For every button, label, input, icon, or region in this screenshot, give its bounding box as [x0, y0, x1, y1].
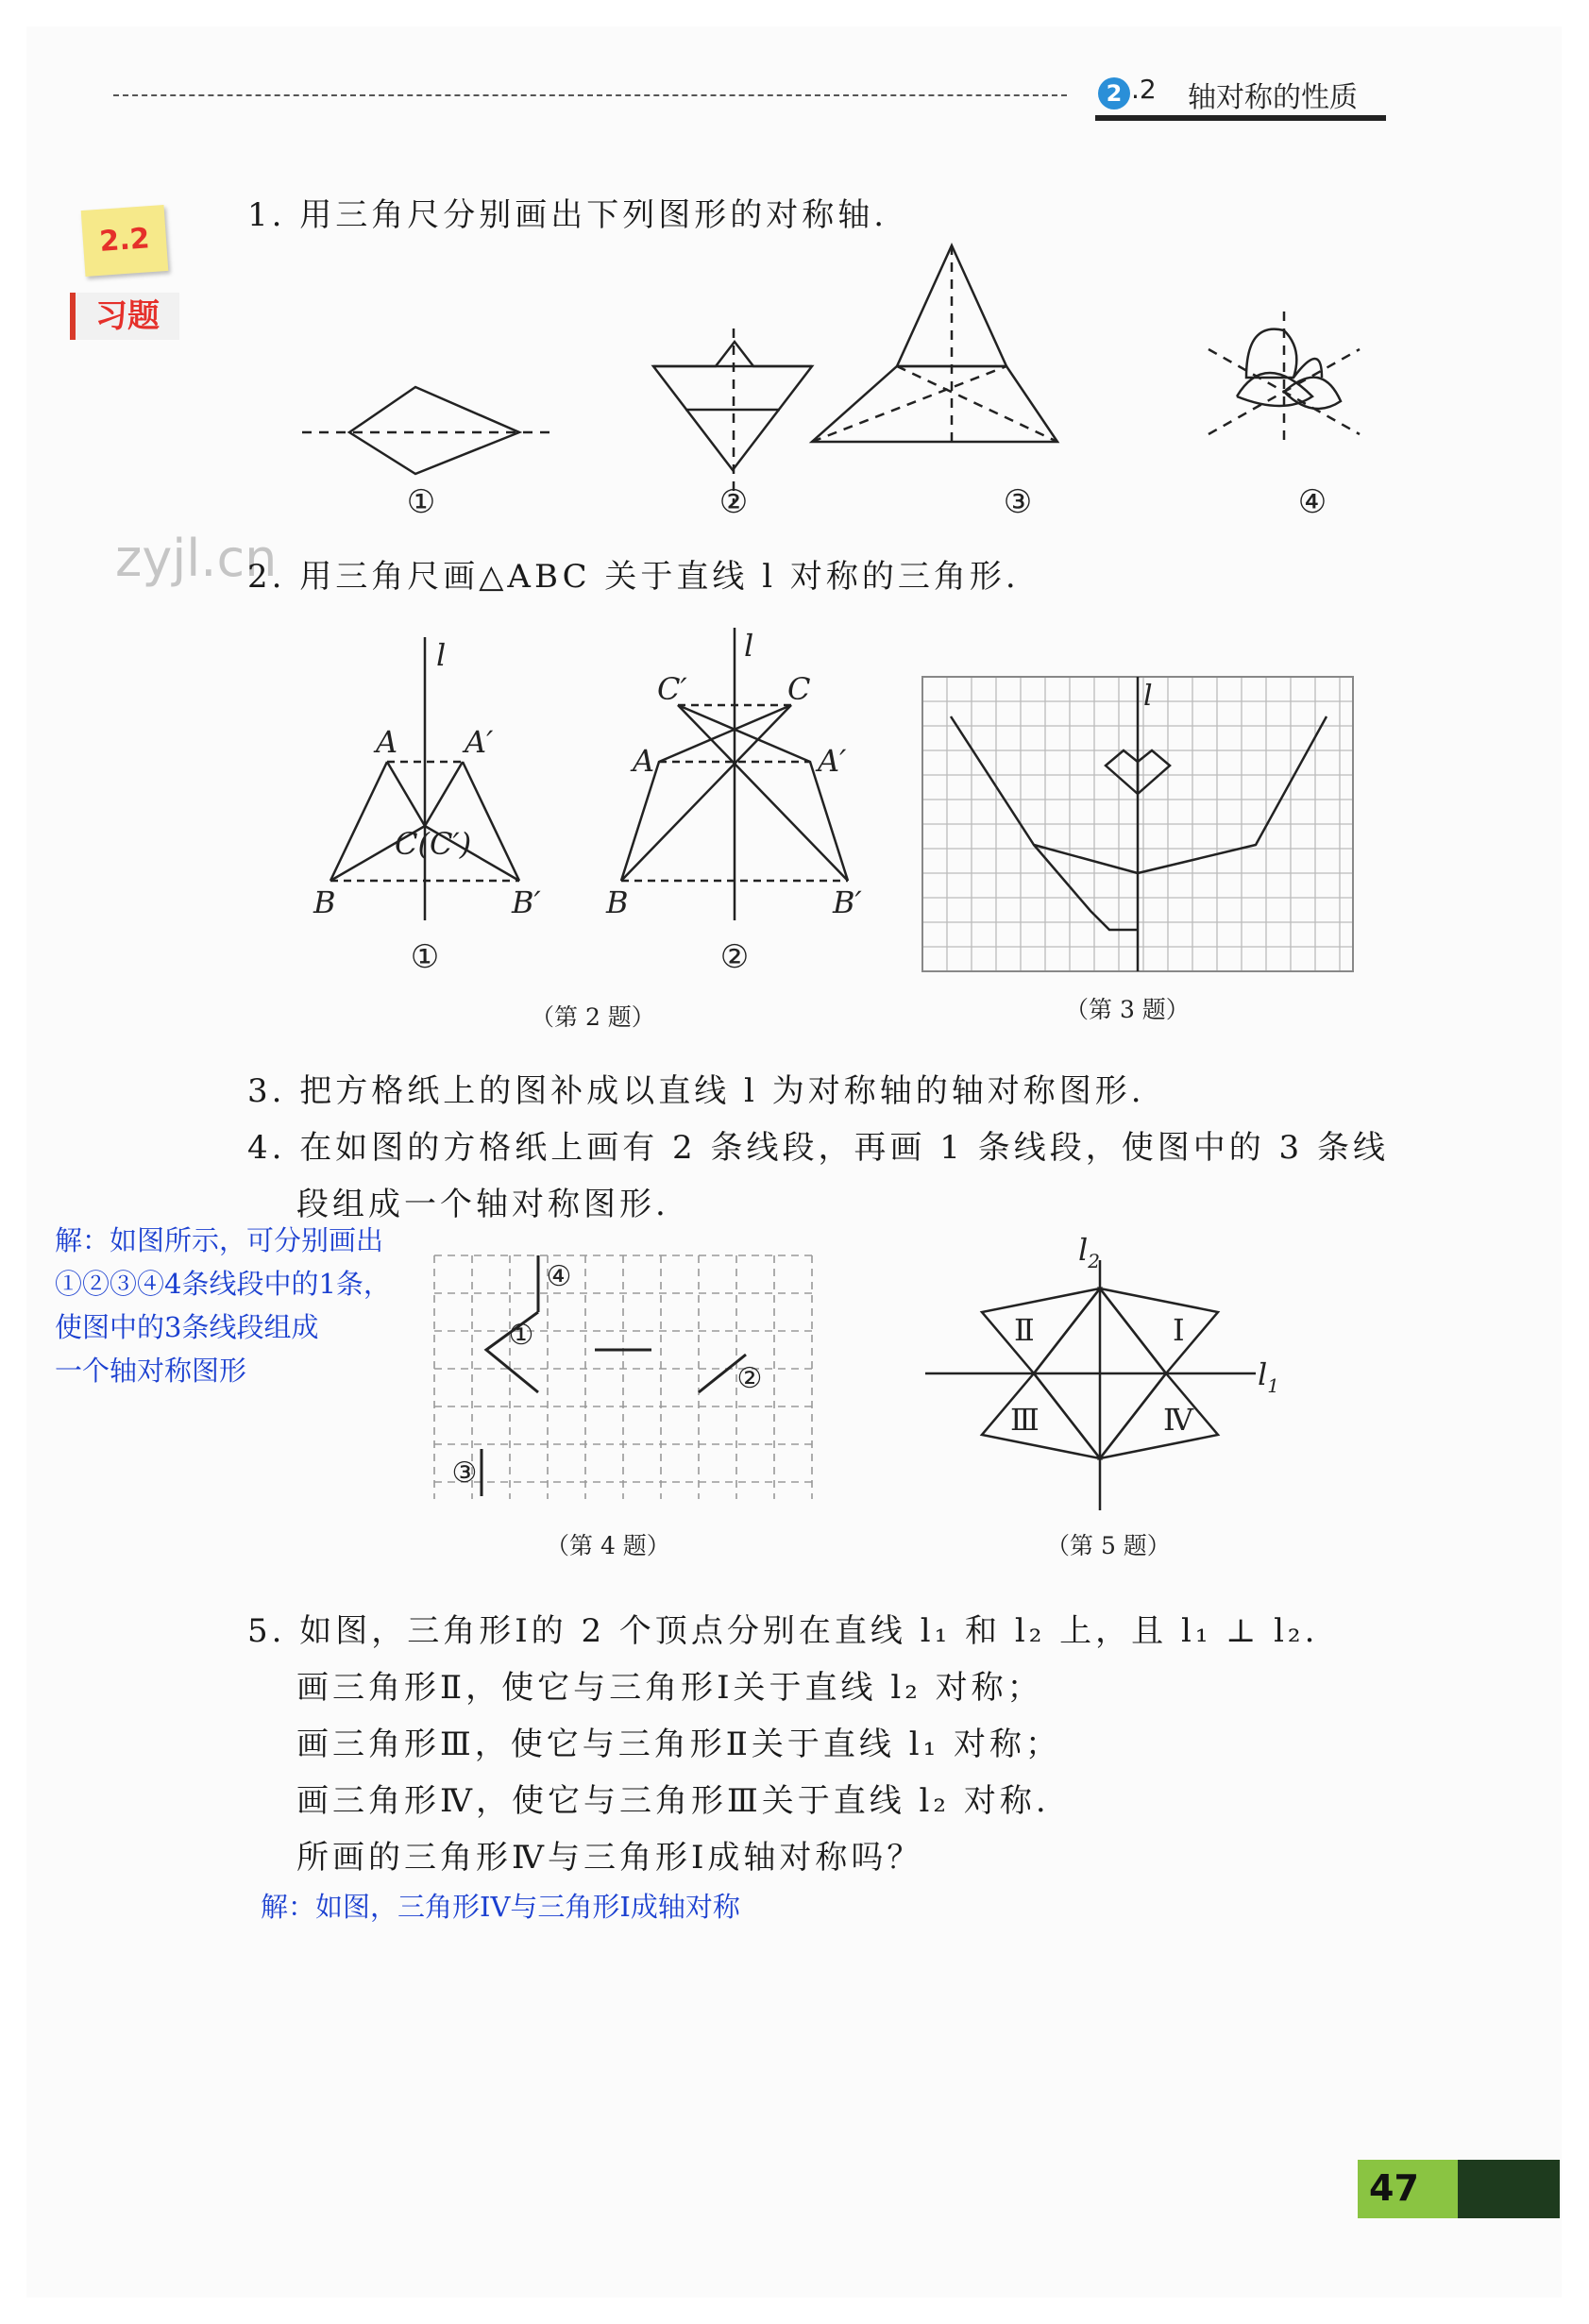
fig2-2-label-B-prime: B′	[833, 884, 862, 920]
answer-5: 解：如图，三角形IV与三角形I成轴对称	[261, 1891, 740, 1923]
fig2-2-number: ②	[719, 938, 750, 976]
question-4-line-2: 段组成一个轴对称图形.	[296, 1186, 669, 1223]
fig2-1-label-B-prime: B′	[512, 884, 541, 920]
fig3-label-l: l	[1143, 680, 1153, 713]
fig2-1-label-B: B	[313, 884, 336, 920]
fig5-label-l1: $l_1$	[1258, 1356, 1279, 1397]
caption-q4: （第 4 题）	[546, 1532, 670, 1559]
question-2: 2. 用三角尺画△ABC 关于直线 l 对称的三角形.	[247, 558, 1020, 596]
question-3: 3. 把方格纸上的图补成以直线 l 为对称轴的轴对称图形.	[247, 1072, 1145, 1110]
fig5-label-I: Ⅰ	[1173, 1312, 1185, 1348]
figure-3-grid	[921, 675, 1355, 977]
fig2-1-ab	[330, 762, 387, 881]
answer-4-line-4: 一个轴对称图形	[55, 1355, 247, 1387]
fig2-1-number: ①	[410, 938, 440, 976]
page-number: 47	[1369, 2167, 1419, 2209]
fig5-label-III: Ⅲ	[1010, 1402, 1040, 1438]
fig4-label-2: ②	[736, 1362, 763, 1395]
exercise-tag-label: 习题	[70, 293, 179, 340]
fig2-1-label-l: l	[436, 637, 447, 673]
fig3-right-wing	[1138, 716, 1327, 873]
fig2-2-label-C-prime: C′	[657, 671, 687, 707]
fig2-2-label-B: B	[606, 884, 629, 920]
fig4-label-3: ③	[451, 1457, 478, 1490]
caption-q5: （第 5 题）	[1046, 1532, 1171, 1559]
fig1-label-2: ②	[718, 483, 749, 521]
question-5-line-4: 画三角形Ⅳ，使它与三角形Ⅲ关于直线 l₂ 对称.	[296, 1782, 1050, 1820]
fig1-label-3: ③	[1003, 483, 1033, 521]
fig5-inner-4	[1100, 1288, 1166, 1373]
exercise-tag-note: 2.2	[81, 205, 169, 277]
question-4-line-1: 4. 在如图的方格纸上画有 2 条线段，再画 1 条线段，使图中的 3 条线	[247, 1129, 1389, 1167]
fig2-1-ab-prime	[463, 762, 519, 881]
figure-2	[302, 618, 869, 1015]
fig1-kite	[349, 387, 519, 474]
question-5-line-1: 5. 如图，三角形Ⅰ的 2 个顶点分别在直线 l₁ 和 l₂ 上，且 l₁ ⊥ l₂.	[247, 1612, 1319, 1650]
question-5-line-3: 画三角形Ⅲ，使它与三角形Ⅱ关于直线 l₁ 对称；	[296, 1726, 1062, 1763]
fig5-triangle-II	[982, 1288, 1100, 1373]
fig5-inner-3	[1034, 1373, 1100, 1458]
fig3-left-wing	[951, 716, 1138, 873]
fig2-1-label-C: C(C′)	[395, 826, 472, 862]
figure-5	[916, 1232, 1293, 1515]
figure-1-shapes	[283, 227, 1454, 538]
fig5-label-II: Ⅱ	[1014, 1312, 1035, 1348]
question-1: 1. 用三角尺分别画出下列图形的对称轴.	[247, 196, 888, 234]
caption-q3: （第 3 题）	[1065, 996, 1190, 1023]
fig5-inner-2	[1100, 1373, 1166, 1458]
question-5-line-5: 所画的三角形Ⅳ与三角形Ⅰ成轴对称吗？	[296, 1839, 923, 1877]
question-5-line-2: 画三角形Ⅱ，使它与三角形Ⅰ关于直线 l₂ 对称；	[296, 1669, 1043, 1707]
figure-4-grid	[425, 1246, 821, 1501]
fig5-label-l2: $l_2$	[1078, 1232, 1100, 1272]
fig2-2-triangle-reflected	[678, 705, 848, 881]
fig4-label-1: ①	[508, 1319, 534, 1352]
fig2-2-label-l: l	[744, 628, 754, 664]
fig5-triangle-IV	[1100, 1373, 1218, 1458]
fig5-triangle-I	[1100, 1288, 1218, 1373]
fig5-triangle-III	[982, 1373, 1100, 1458]
section-number-rest: .2	[1131, 74, 1157, 105]
fig5-label-IV: Ⅳ	[1163, 1402, 1193, 1438]
watermark: zyjl.cn	[115, 529, 278, 588]
fig3-left-base	[1034, 845, 1138, 930]
fig1-label-4: ④	[1297, 483, 1327, 521]
fig2-2-label-C: C	[787, 671, 811, 707]
page-number-dark-block	[1458, 2160, 1560, 2218]
fig1-shape4-curves	[1237, 329, 1341, 409]
answer-4-line-2: ①②③④4条线段中的1条，	[55, 1268, 391, 1300]
section-title: 轴对称的性质	[1188, 81, 1358, 114]
header-dashed-rule	[113, 94, 1067, 96]
fig2-2-label-A-prime: A′	[818, 743, 847, 779]
answer-4-line-3: 使图中的3条线段组成	[55, 1311, 319, 1343]
fig1-shape3-trapezoid	[812, 366, 1057, 442]
fig1-label-1: ①	[406, 483, 436, 521]
fig2-1-label-A-prime: A′	[465, 724, 494, 760]
answer-4-line-1: 解：如图所示，可分别画出	[55, 1224, 384, 1256]
fig5-inner-1	[1034, 1288, 1100, 1373]
caption-q2: （第 2 题）	[531, 1003, 655, 1031]
fig2-2-label-A: A	[633, 743, 655, 779]
fig2-1-label-A: A	[376, 724, 398, 760]
fig4-label-4: ④	[546, 1260, 572, 1293]
header-bar	[1095, 115, 1386, 121]
fig2-2-triangle	[621, 705, 791, 881]
section-number-badge: 2	[1098, 77, 1130, 109]
